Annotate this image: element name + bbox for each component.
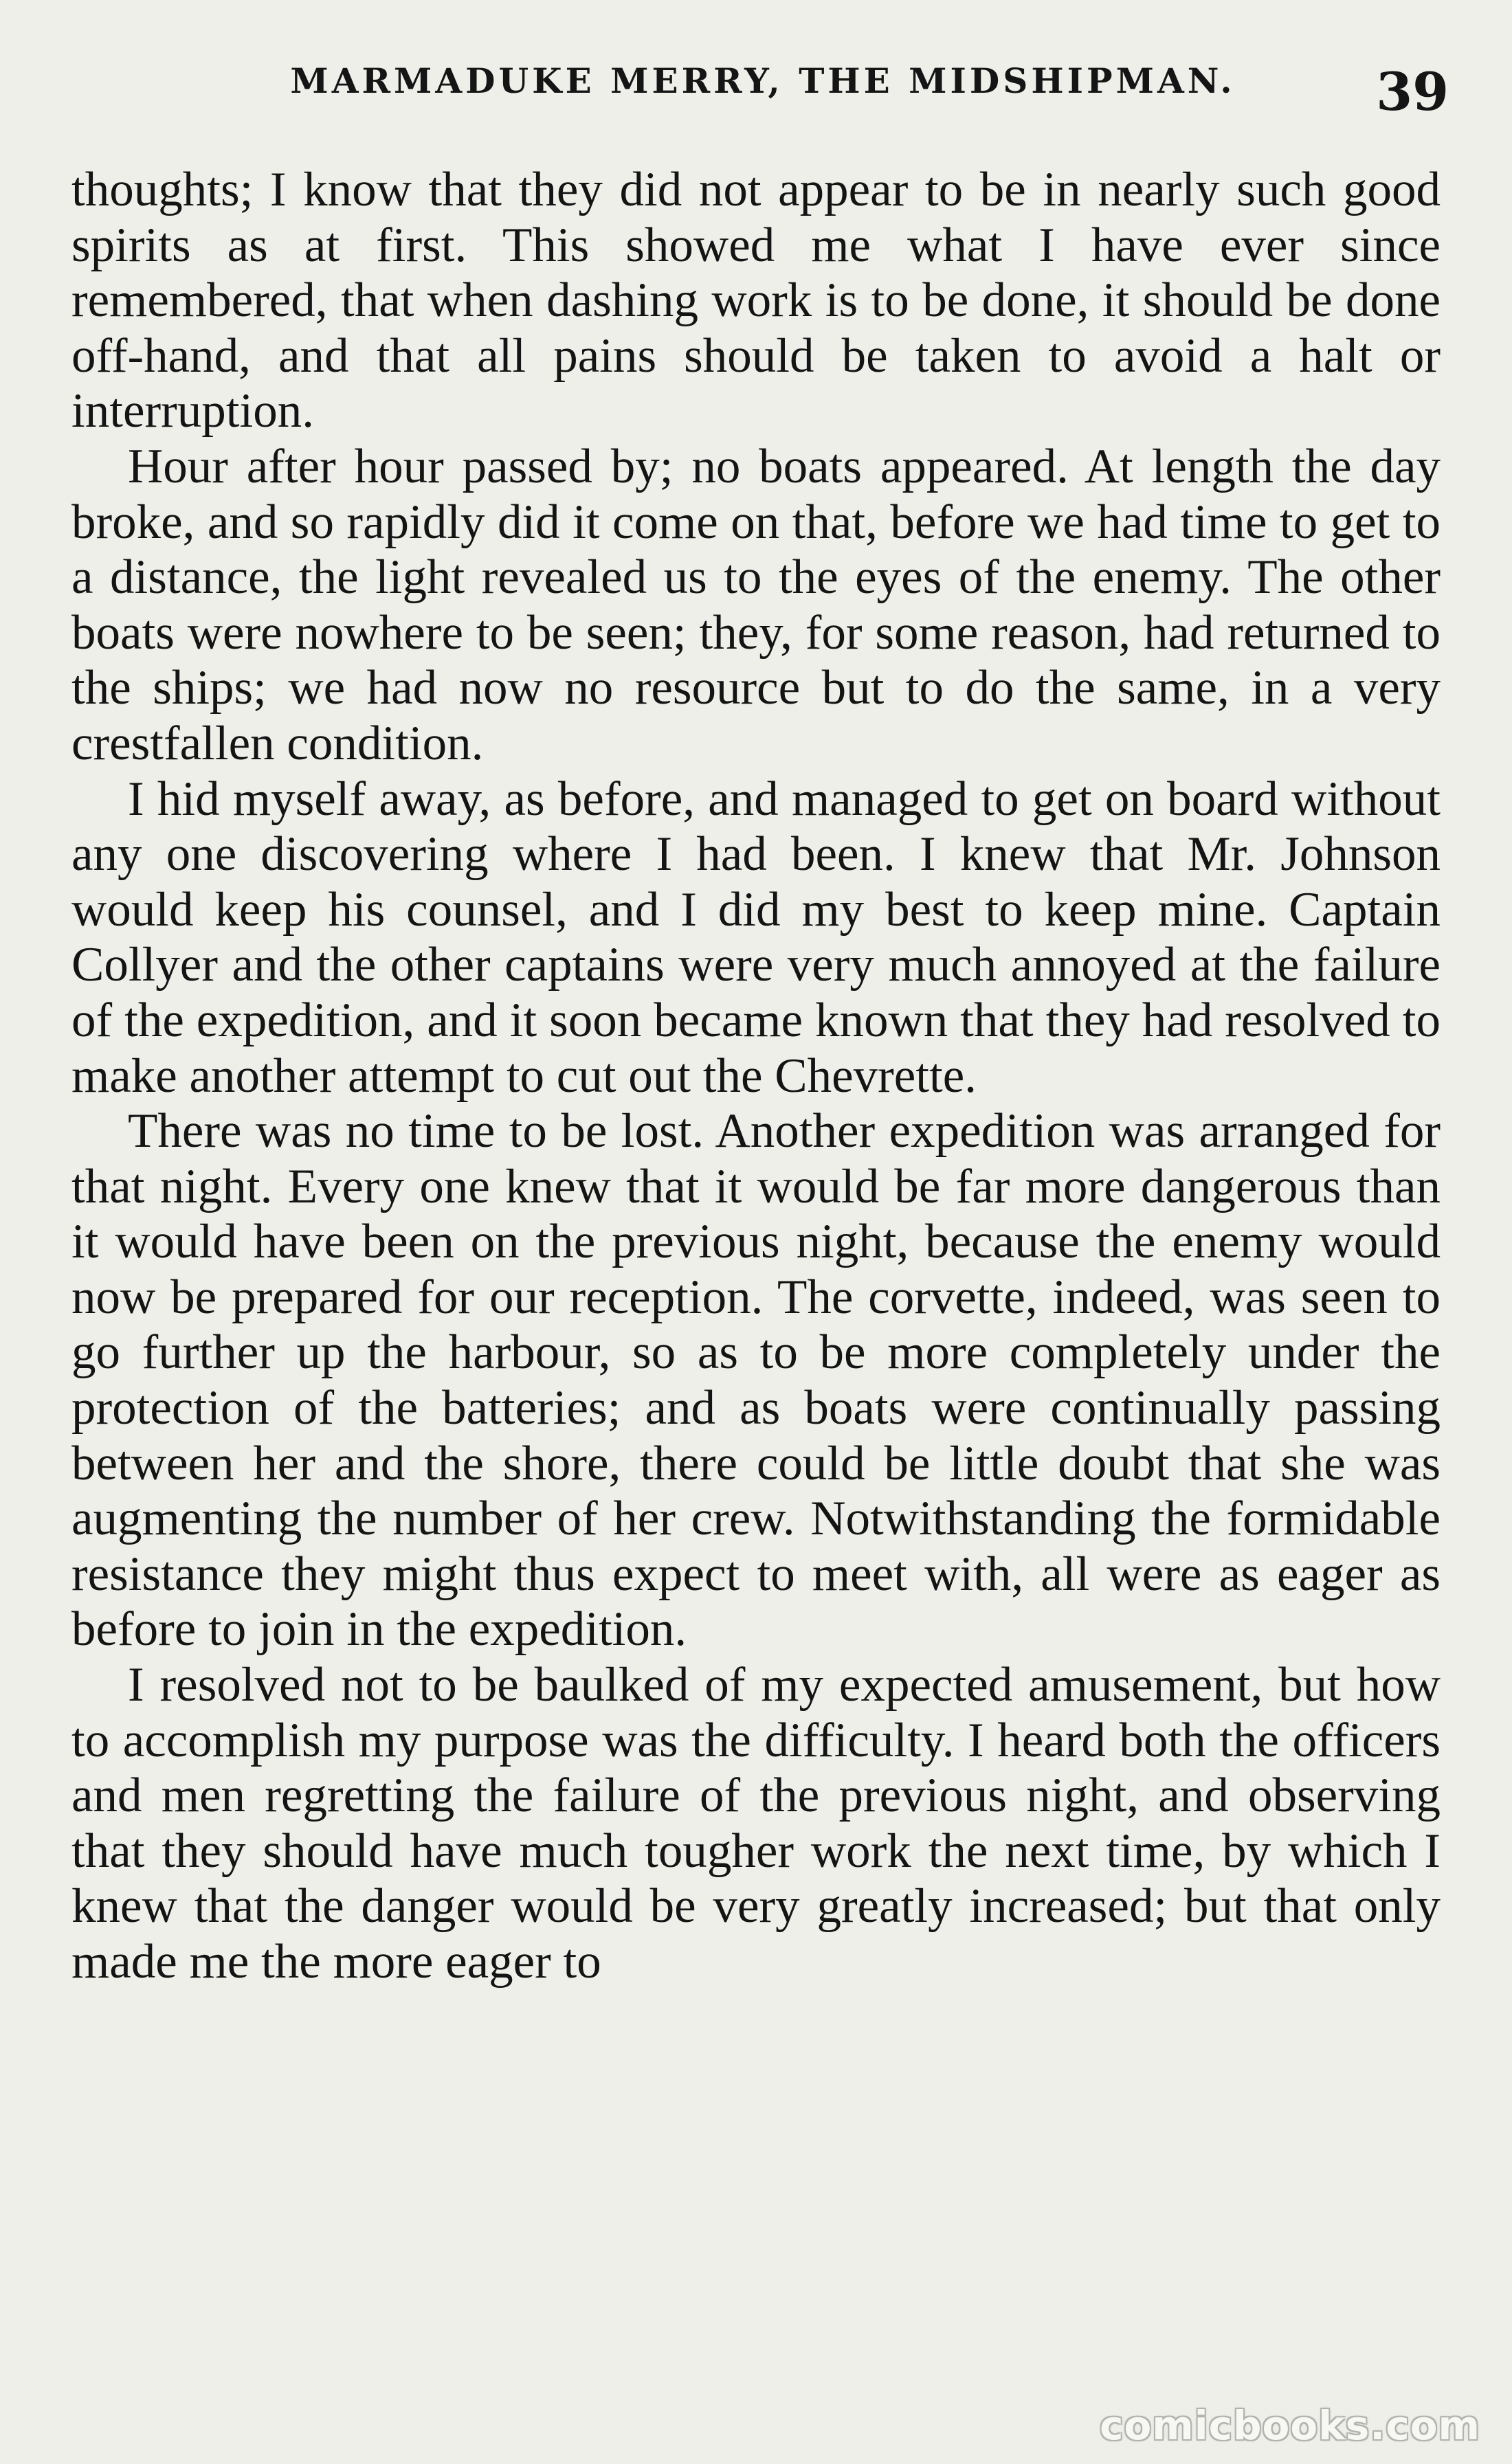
paragraph-4: There was no time to be lost. Another expedition was arranged for that night. Every one knew that it would be far more dangerous than it would have been on the previous night, because the enemy would now be prepared for our reception. The corvette, indeed, was seen to go further up the harbour, so as to be more completely under the protection of the batteries; and as boats were continually passing between her and the shore, there could be little doubt that she was augmenting the number of her crew. Notwithstanding the formidable resistance they might thus expect to meet with, all were as eager as before to join in the expedition.: [71, 1104, 1441, 1657]
running-title: MARMADUKE MERRY, THE MIDSHIPMAN.: [290, 60, 1236, 101]
watermark: comicbooks.com: [1100, 2402, 1480, 2449]
paragraph-1: thoughts; I know that they did not appear to be in nearly such good spirits as at first. This showed me what I have ever since remembered, that when dashing work is to be done, it should be done off-hand, and that all pains should be taken to avoid a halt or interruption.: [71, 163, 1441, 438]
paragraph-3: I hid myself away, as before, and managed to get on board without any one discovering where I had been. I knew that Mr. Johnson would keep his counsel, and I did my best to keep mine. Captain Collyer and the other captains were very much annoyed at the failure of the expedition, and it soon became known that they had resolved to make another attempt to cut out the Chevrette.: [71, 772, 1441, 1103]
body-text: [71, 162, 1441, 1990]
paragraph-2: Hour after hour passed by; no boats appeared. At length the day broke, and so rapidly did it come on that, before we had time to get to a distance, the light revealed us to the eyes of the enemy. The other boats were nowhere to be seen; they, for some reason, had returned to the ships; we had now no resource but to do the same, in a very crestfallen condition.: [71, 439, 1441, 770]
page-number: 39: [1376, 61, 1449, 122]
paragraph-5: I resolved not to be baulked of my expected amusement, but how to accomplish my purpose was the difficulty. I heard both the officers and men regretting the failure of the previous night, and observing that they should have much tougher work the next time, by which I knew that the danger would be very greatly increased; but that only made me the more eager to: [71, 1658, 1441, 1989]
